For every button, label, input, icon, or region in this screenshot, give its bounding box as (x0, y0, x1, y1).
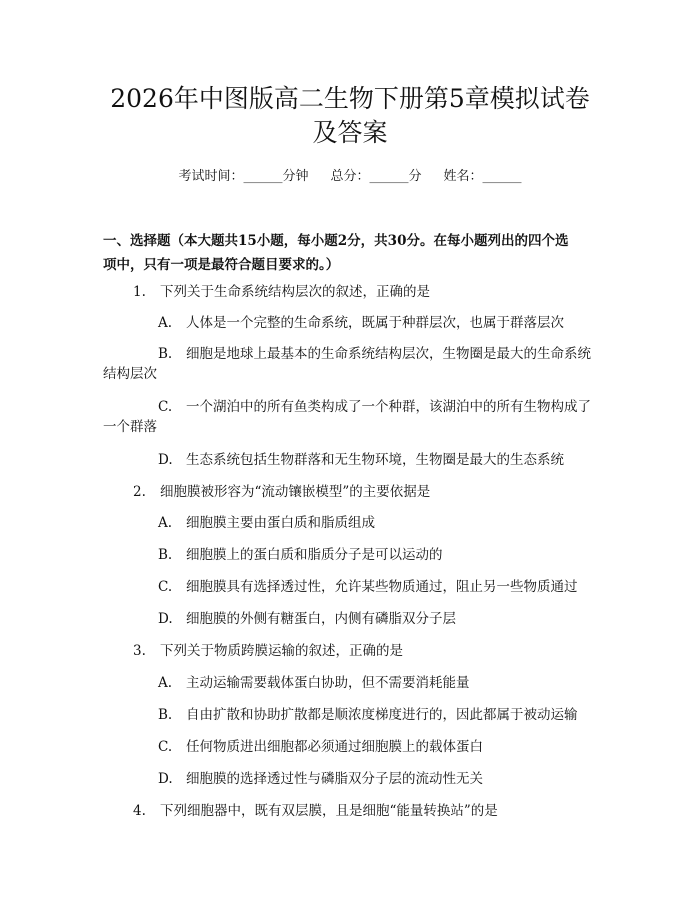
option-letter: B. (158, 547, 173, 563)
option-text: 自由扩散和协助扩散都是顺浓度梯度进行的，因此都属于被动运输 (186, 707, 578, 723)
question-1-stem (133, 283, 430, 301)
option-letter: A. (158, 675, 173, 691)
question-3-option-d (158, 770, 483, 788)
question-text: 下列关于物质跨膜运输的叙述，正确的是 (160, 643, 403, 659)
question-3-option-c (158, 738, 483, 756)
total-score-field: 总分：______分 (330, 169, 422, 184)
question-2-option-c (158, 578, 578, 596)
option-text: 生态系统包括生物群落和无生物环境，生物圈是最大的生态系统 (186, 452, 564, 468)
option-letter: A. (158, 515, 173, 531)
question-3-stem (133, 642, 403, 660)
question-3-option-a (158, 674, 470, 692)
question-text: 下列细胞器中，既有双层膜，且是细胞“能量转换站”的是 (160, 803, 498, 819)
option-text: 细胞膜上的蛋白质和脂质分子是可以运动的 (186, 547, 443, 563)
option-letter: D. (158, 611, 173, 627)
option-letter: C. (158, 739, 173, 755)
question-2-option-d (158, 610, 456, 628)
option-text: 细胞是地球上最基本的生命系统结构层次，生物圈是最大的生命系统 (186, 346, 591, 362)
option-text: 人体是一个完整的生命系统，既属于种群层次，也属于群落层次 (186, 315, 564, 331)
exam-title-line1: 2026年中图版高二生物下册第5章模拟试卷 (110, 84, 590, 113)
option-text: 细胞膜的选择透过性与磷脂双分子层的流动性无关 (186, 771, 483, 787)
option-letter: A. (158, 315, 173, 331)
question-4-stem (133, 802, 498, 820)
question-number: 2. (133, 484, 146, 500)
question-2-stem (133, 483, 430, 501)
question-number: 4. (133, 803, 146, 819)
question-1-option-c-cont: 一个群落 (103, 419, 157, 435)
option-text: 任何物质进出细胞都必须通过细胞膜上的载体蛋白 (186, 739, 483, 755)
option-text: 细胞膜主要由蛋白质和脂质组成 (186, 515, 375, 531)
option-letter: B. (158, 707, 173, 723)
exam-time-field: 考试时间：______分钟 (178, 169, 309, 184)
question-text: 下列关于生命系统结构层次的叙述，正确的是 (160, 284, 430, 300)
section-heading-line1: 一、选择题（本大题共15小题，每小题2分，共30分。在每小题列出的四个选 (103, 233, 569, 249)
section-heading-line2: 项中，只有一项是最符合题目要求的。） (103, 257, 340, 273)
option-text: 细胞膜的外侧有糖蛋白，内侧有磷脂双分子层 (186, 611, 456, 627)
question-text: 细胞膜被形容为“流动镶嵌模型”的主要依据是 (160, 484, 431, 500)
question-1-option-d (158, 451, 564, 469)
question-1-option-a (158, 314, 564, 332)
exam-title-line2: 及答案 (312, 118, 388, 147)
option-letter: D. (158, 771, 173, 787)
question-2-option-b (158, 546, 443, 564)
option-letter: C. (158, 579, 173, 595)
option-text: 细胞膜具有选择透过性，允许某些物质通过，阻止另一些物质通过 (186, 579, 578, 595)
option-text: 一个湖泊中的所有鱼类构成了一个种群，该湖泊中的所有生物构成了 (186, 399, 591, 415)
question-1-option-b (158, 345, 591, 363)
option-letter: D. (158, 452, 173, 468)
question-2-option-a (158, 514, 375, 532)
question-1-option-b-cont: 结构层次 (103, 366, 157, 382)
question-1-option-c (158, 398, 591, 416)
student-name-field: 姓名：______ (443, 169, 522, 184)
option-letter: C. (158, 399, 173, 415)
option-text: 主动运输需要载体蛋白协助，但不需要消耗能量 (186, 675, 470, 691)
exam-meta (0, 168, 700, 186)
option-letter: B. (158, 346, 173, 362)
question-number: 1. (133, 284, 146, 300)
question-number: 3. (133, 643, 146, 659)
question-3-option-b (158, 706, 578, 724)
